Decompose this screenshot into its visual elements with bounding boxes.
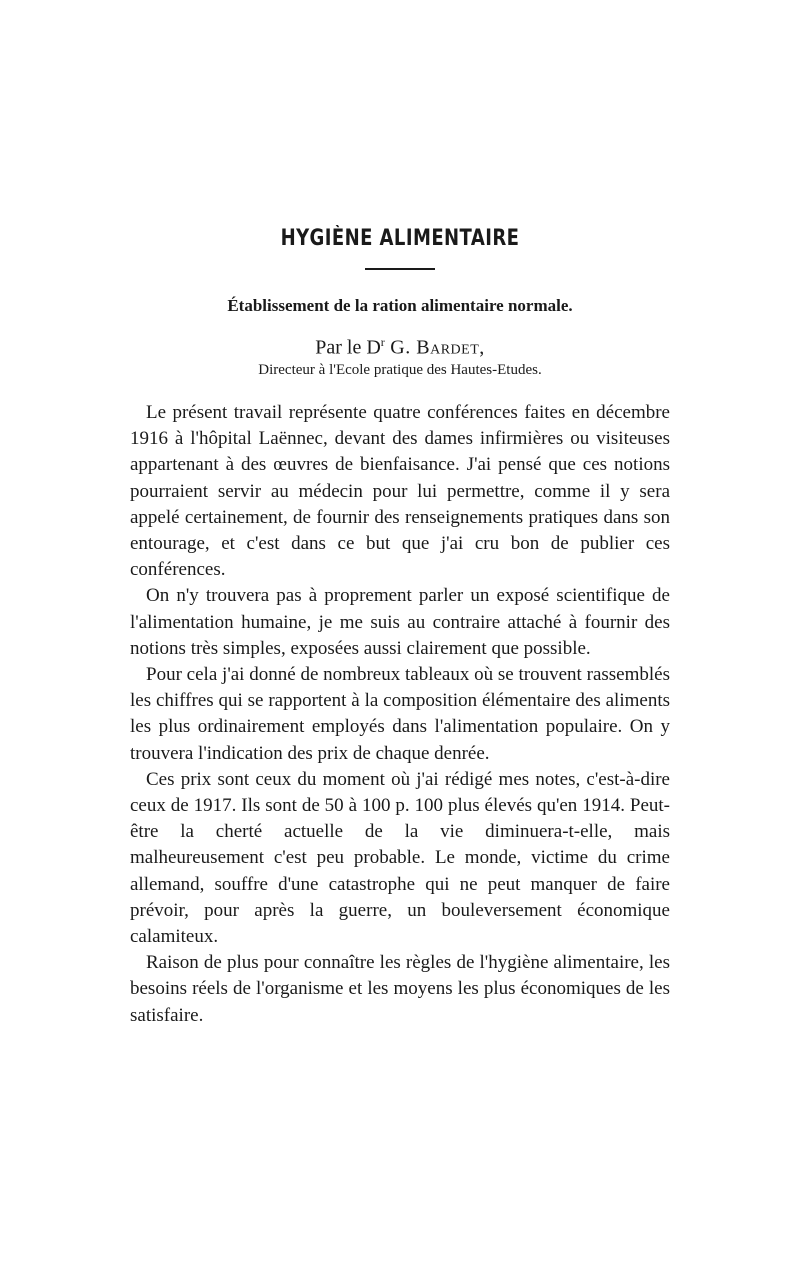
author-title-superscript: r (380, 335, 385, 349)
author-affiliation: Directeur à l'Ecole pratique des Hautes-Etudes. (258, 362, 542, 378)
paragraph: Raison de plus pour connaître les règles de l'hygiène alimentaire, les besoins réels de l'organisme et les moyens les plus économiques de les satisfaire. (130, 952, 670, 1026)
paragraph: On n'y trouvera pas à proprement parler un exposé scientifique de l'alimentation humaine, je me suis au contraire attaché à fournir des notions très simples, exposées aussi clairement que possible. (130, 585, 670, 659)
title-divider (365, 268, 435, 270)
body-text (130, 400, 670, 1029)
author-line (0, 335, 800, 360)
article-subtitle: Établissement de la ration alimentaire normale. (227, 296, 573, 315)
page-title: HYGIÈNE ALIMENTAIRE (280, 226, 520, 251)
paragraph: Le présent travail représente quatre conférences faites en décembre 1916 à l'hôpital Laënnec, devant des dames infirmières ou visiteuses appartenant à des œuvres de bienfaisance. J'ai pensé que ces notions pourraient servir au médecin pour lui permettre, comme il y sera appelé certainement, de fournir des renseignements pratiques dans son entourage, et c'est dans ce but que j'ai cru bon de publier ces conférences. (130, 402, 670, 581)
author-prefix: Par le D (315, 336, 381, 359)
paragraph: Pour cela j'ai donné de nombreux tableaux où se trouvent rassemblés les chiffres qui se rapportent à la composition élémentaire des aliments les plus ordinairement employés dans l'alimentation populaire. On y trouvera l'indication des prix de chaque denrée. (130, 664, 670, 764)
paragraph: Ces prix sont ceux du moment où j'ai rédigé mes notes, c'est-à-dire ceux de 1917. Ils sont de 50 à 100 p. 100 plus élevés qu'en 1914. Peut-être la cherté actuelle de la vie diminuera-t-elle, mais malheureusement c'est peu probable. Le monde, victime du crime allemand, souffre d'une catastrophe qui ne peut manquer de faire prévoir, pour après la guerre, un bouleversement économique calamiteux. (130, 768, 670, 948)
author-name: G. Bardet, (384, 336, 485, 359)
